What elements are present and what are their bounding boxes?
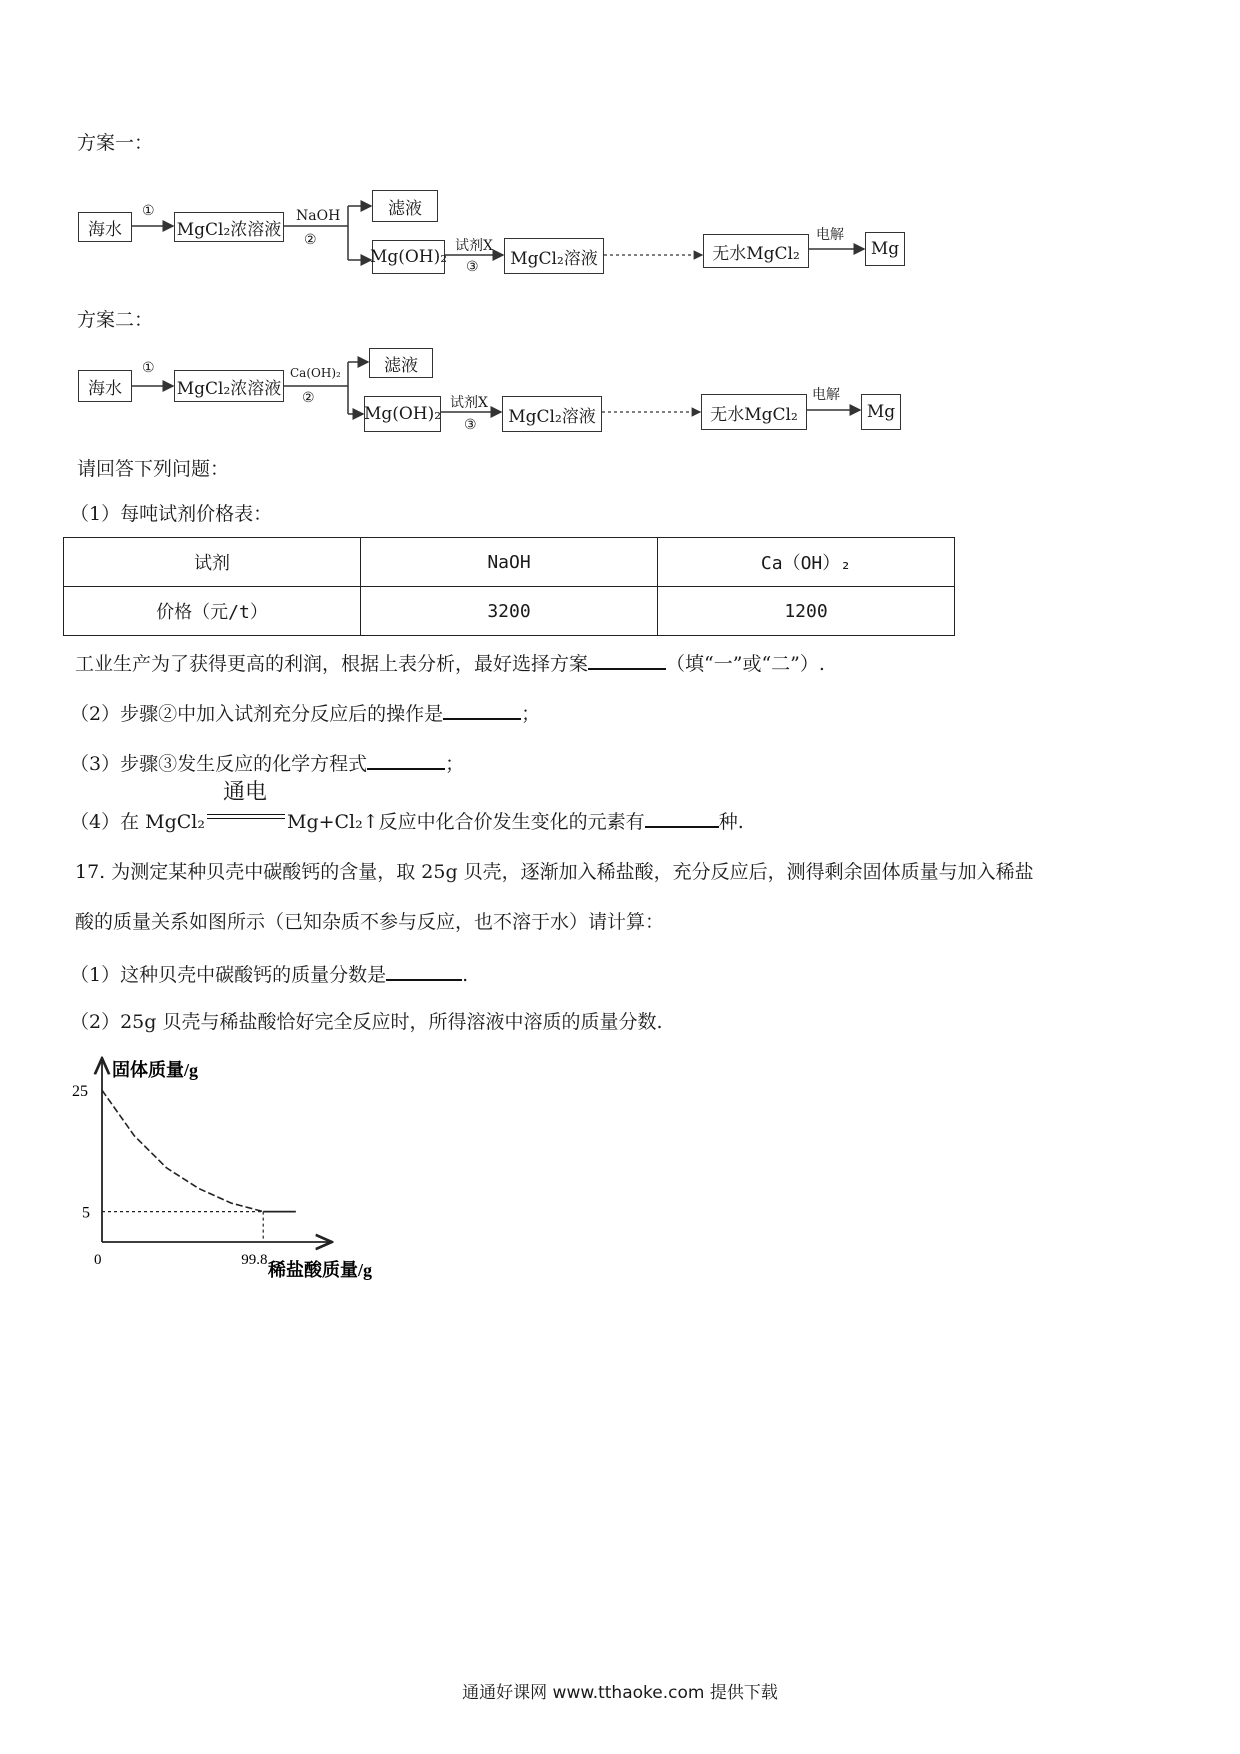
q16-p1-question xyxy=(75,652,825,674)
scheme2-flowchart xyxy=(78,346,938,446)
table-header-cell: Ca（OH）₂ xyxy=(658,538,955,587)
q16-p2-text-a: （2）步骤②中加入试剂充分反应后的操作是 xyxy=(70,703,444,725)
q16-p4-text-b: Mg+Cl₂↑反应中化合价发生变化的元素有 xyxy=(286,811,645,833)
q16-p3 xyxy=(70,752,464,774)
reagent-x-label: 试剂X xyxy=(455,238,493,254)
q17-line2: 酸的质量关系如图所示（已知杂质不参与反应，也不溶于水）请计算： xyxy=(75,911,665,933)
scheme1-flowchart xyxy=(78,180,938,280)
q16-p1-text-a: 工业生产为了获得更高的利润，根据上表分析，最好选择方案 xyxy=(75,653,589,675)
seawater-box: 海水 xyxy=(78,370,132,402)
table-header-cell: NaOH xyxy=(361,538,658,587)
q16-prompt: 请回答下列问题： xyxy=(77,458,230,480)
concentrate-box: MgCl₂浓溶液 xyxy=(174,370,284,402)
naoh-label: NaOH xyxy=(296,208,341,224)
table-cell: 3200 xyxy=(361,587,658,636)
q16-p1: （1）每吨试剂价格表： xyxy=(70,503,273,525)
x-tick-label: 99.8 xyxy=(241,1252,268,1268)
mg-box: Mg xyxy=(865,232,905,266)
q17-q2: （2）25g 贝壳与稀盐酸恰好完全反应时，所得溶液中溶质的质量分数. xyxy=(70,1011,663,1033)
q17-q1-text-a: （1）这种贝壳中碳酸钙的质量分数是 xyxy=(70,964,387,986)
mass-chart xyxy=(70,1050,390,1290)
answer-blank[interactable] xyxy=(645,810,719,828)
reaction-condition xyxy=(205,780,287,828)
seawater-box: 海水 xyxy=(78,212,132,242)
q17-q1 xyxy=(70,963,468,985)
series-line xyxy=(102,1090,263,1211)
anhydrous-box: 无水MgCl₂ xyxy=(703,234,809,268)
mg-box: Mg xyxy=(861,394,901,430)
price-table xyxy=(63,537,955,636)
q16-p4-text-a: （4）在 MgCl₂ xyxy=(70,811,205,833)
anhydrous-box: 无水MgCl₂ xyxy=(701,394,807,430)
solution-box: MgCl₂溶液 xyxy=(502,396,602,432)
table-cell: 1200 xyxy=(658,587,955,636)
table-header-cell: 试剂 xyxy=(64,538,361,587)
answer-blank[interactable] xyxy=(386,963,462,981)
concentrate-box: MgCl₂浓溶液 xyxy=(174,212,284,242)
answer-blank[interactable] xyxy=(588,652,666,670)
q16-p3-text-b: ； xyxy=(445,753,465,775)
step1-label: ① xyxy=(142,360,155,376)
table-cell: 价格（元/t） xyxy=(64,587,361,636)
q16-p4-text-c: 种. xyxy=(718,811,744,833)
filtrate-box: 滤液 xyxy=(369,348,433,378)
answer-blank[interactable] xyxy=(443,702,521,720)
scheme2-title: 方案二： xyxy=(77,309,154,331)
q17-line1: 17. 为测定某种贝壳中碳酸钙的含量，取 25g 贝壳，逐渐加入稀盐酸，充分反应后，测得剩余固体质量与加入稀盐 xyxy=(75,861,1034,883)
condition-label: 通电 xyxy=(222,780,267,805)
step1-label: ① xyxy=(142,203,155,219)
electrolysis-label: 电解 xyxy=(816,227,844,243)
table-row xyxy=(64,538,955,587)
reagent-x-label: 试剂X xyxy=(450,395,488,411)
q16-p2 xyxy=(70,702,540,724)
hydroxide-box: Mg(OH)₂ xyxy=(364,396,441,432)
hydroxide-box: Mg(OH)₂ xyxy=(372,240,445,274)
step3-label: ③ xyxy=(466,259,479,275)
y-axis-label: 固体质量/g xyxy=(112,1060,199,1080)
step2-label: ② xyxy=(304,232,317,248)
electrolysis-label: 电解 xyxy=(812,387,840,403)
footer-text: 通通好课网 www.tthaoke.com 提供下载 xyxy=(462,1683,778,1703)
caoh2-label: Ca(OH)₂ xyxy=(290,366,341,380)
solution-box: MgCl₂溶液 xyxy=(504,238,604,274)
y-tick-label: 5 xyxy=(82,1204,90,1222)
q16-p1-text-b: （填“一”或“二”）. xyxy=(666,653,825,675)
q16-p3-text-a: （3）步骤③发生反应的化学方程式 xyxy=(70,753,368,775)
q16-p4 xyxy=(70,780,744,833)
q16-p2-text-b: ； xyxy=(521,703,541,725)
filtrate-box: 滤液 xyxy=(372,190,438,222)
q17-q1-text-b: . xyxy=(462,964,469,986)
x-tick-label: 0 xyxy=(94,1252,102,1268)
step3-label: ③ xyxy=(464,417,477,433)
scheme1-title: 方案一： xyxy=(77,132,154,154)
x-axis-label: 稀盐酸质量/g xyxy=(268,1260,373,1280)
y-tick-label: 25 xyxy=(72,1083,88,1101)
answer-blank[interactable] xyxy=(367,752,445,770)
step2-label: ② xyxy=(302,390,315,406)
table-row xyxy=(64,587,955,636)
